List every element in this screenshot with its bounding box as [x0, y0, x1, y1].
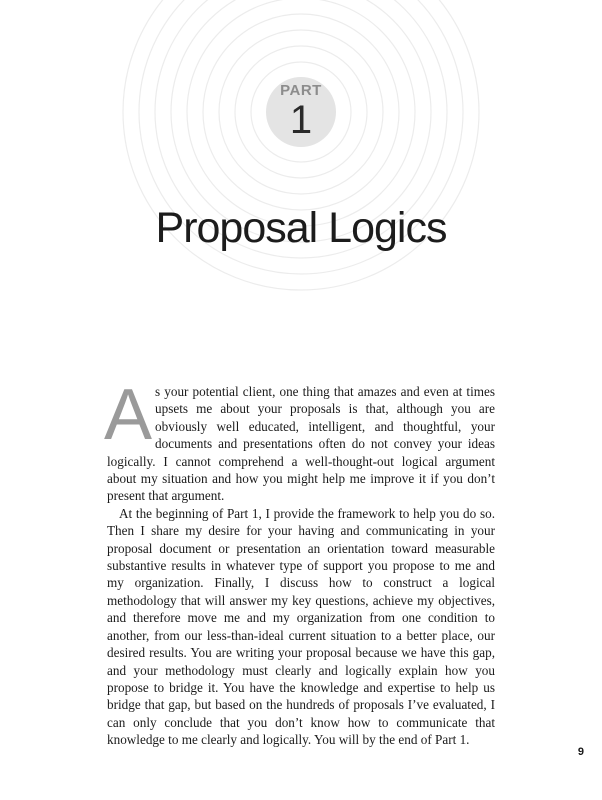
page-number: 9 [577, 746, 584, 758]
chapter-title: Proposal Logics [155, 204, 447, 252]
paragraph-1-text: s your potential client, one thing that amazes and even at times upsets me about your proposals is that, although you are obviously well educated, intelligent, and thoughtful, your documents and presentations often do not convey your ideas logically. I cannot comprehend a well-thought-out logical argument about my situation and how you might help me improve it if you don’t present that argument. [107, 384, 495, 504]
concentric-rings-decoration [0, 0, 602, 300]
body-text [104, 375, 495, 749]
part-label: PART [280, 82, 322, 99]
part-number: 1 [289, 98, 313, 142]
drop-cap: A [104, 375, 153, 455]
paragraph-2: At the beginning of Part 1, I provide the framework to help you do so. Then I share my desire for your having and communicating in your proposal document or presentation an orientation toward measurable substantive results in whatever type of support you propose to me and my organization. Finally, I discuss how to construct a logical methodology that will answer my key questions, achieve my objectives, and therefore move me and my organization from one condition to another, from our less-than-ideal current situation to a better place, our desired results. You are writing your proposal because we have this gap, and your methodology must clearly and logically explain how you propose to bridge it. You have the knowledge and expertise to help us bridge that gap, but based on the hundreds of proposals I’ve evaluated, I can only conclude that you don’t know how to communicate that knowledge to me clearly and logically. You will by the end of Part 1. [107, 505, 495, 748]
paragraph-1 [104, 375, 495, 505]
